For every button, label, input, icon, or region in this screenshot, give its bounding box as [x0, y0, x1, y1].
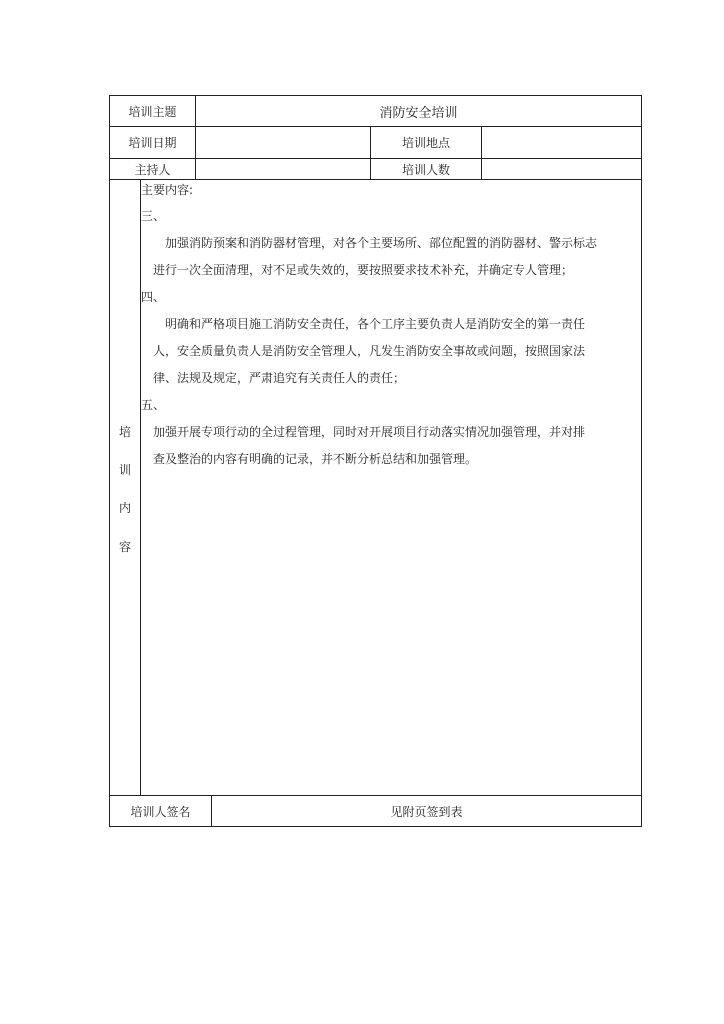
content-line: 进行一次全面清理，对不足或失效的，要按照要求技术补充，并确定专人管理；: [141, 263, 574, 277]
signer-value: 见附页签到表: [390, 804, 463, 819]
count-label: 培训人数: [401, 162, 450, 177]
content-line: 加强开展专项行动的全过程管理，同时对开展项目行动落实情况加强管理，并对排: [141, 425, 586, 439]
topic-value: 消防安全培训: [379, 105, 458, 121]
content-label-char-1: 培: [118, 425, 131, 439]
content-line: 三、: [141, 209, 166, 223]
place-value[interactable]: [482, 127, 641, 158]
host-value[interactable]: [196, 159, 370, 179]
content-line: 加强消防预案和消防器材管理，对各个主要场所、部位配置的消防器材、警示标志: [141, 236, 598, 250]
content-line: 律、法规及规定，严肃追究有关责任人的责任；: [141, 371, 406, 385]
content-heading: 主要内容:: [141, 183, 194, 197]
content-line: 明确和严格项目施工消防安全责任，各个工序主要负责人是消防安全的第一责任: [141, 317, 586, 331]
table-border-bottom: [109, 826, 642, 827]
signer-label: 培训人签名: [130, 804, 191, 819]
training-content: [141, 180, 641, 473]
content-line: 四、: [141, 290, 166, 304]
place-label: 培训地点: [401, 136, 450, 150]
content-line: 五、: [141, 398, 166, 412]
content-line: 查及整治的内容有明确的记录，并不断分析总结和加强管理。: [141, 452, 478, 466]
content-label-char-4: 容: [118, 540, 131, 554]
host-label: 主持人: [134, 162, 171, 177]
content-label-char-2: 训: [118, 463, 131, 477]
date-label: 培训日期: [128, 136, 177, 150]
topic-label: 培训主题: [128, 104, 177, 119]
count-value[interactable]: [482, 159, 641, 179]
content-line: 人，安全质量负责人是消防安全管理人，凡发生消防安全事故或问题，按照国家法: [141, 344, 586, 358]
table-border-right: [641, 95, 642, 827]
content-label-char-3: 内: [118, 501, 131, 515]
date-value[interactable]: [196, 127, 370, 158]
